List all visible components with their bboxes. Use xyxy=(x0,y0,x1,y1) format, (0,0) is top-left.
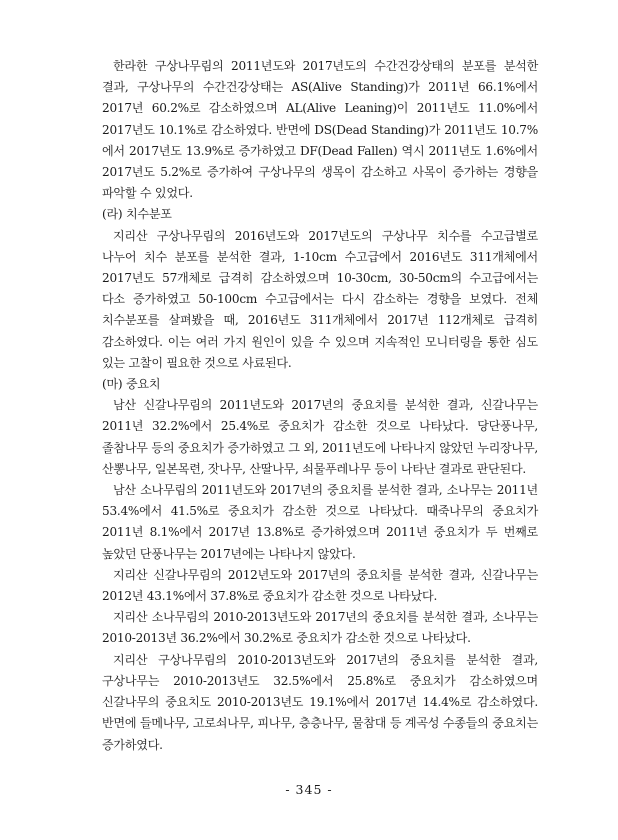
section-heading-importance-value: (마) 중요치 xyxy=(102,377,161,392)
paragraph-crown-health-summary: 한라한 구상나무림의 2011년도와 2017년도의 수간건강상태의 분포를 분석한 결과, 구상나무의 수간건강상태는 AS(Alive Standing)가 2011년 66.1%에서 2017년 60.2%로 감소하였으며 AL(Alive Leaning)이 2011년도 11.0%에서 2017년도 10.1%로 감소하였다. 반면에 DS(Dead Standing)가 2011년도 10.7%에서 2017년도 13.9%로 증가하였고 DF(Dead Fallen) 역시 2011년도 1.6%에서 2017년도 5.2%로 증가하여 구상나무의 생목이 감소하고 사목이 증가하는 경향을 파악할 수 있었다. xyxy=(102,59,538,201)
paragraph-namsan-pine: 남산 소나무림의 2011년도와 2017년의 중요치를 분석한 결과, 소나무는 2011년 53.4%에서 41.5%로 중요치가 감소한 것으로 나타났다. 때죽나무의 중요치가 2011년 8.1%에서 2017년 13.8%로 증가하였으며 2011년 중요치가 두 번째로 높았던 단풍나무는 2017년에는 나타나지 않았다. xyxy=(102,483,538,561)
paragraph-seedling-distribution: 지리산 구상나무림의 2016년도와 2017년도의 구상나무 치수를 수고급별로 나누어 치수 분포를 분석한 결과, 1-10cm 수고급에서 2016년도 311개체에서 2017년도 57개체로 급격히 감소하였으며 10-30cm, 30-50cm의 수고급에서는 다소 증가하였고 50-100cm 수고급에서는 다시 감소하는 경향을 보였다. 전체 치수분포를 살펴봤을 때, 2016년도 311개체에서 2017년 112개체로 급격히 감소하였다. 이는 여러 가지 원인이 있을 수 있으며 지속적인 모니터링을 통한 심도 있는 고찰이 필요한 것으로 사료된다. xyxy=(102,228,538,370)
paragraph-jirisan-pine: 지리산 소나무림의 2010-2013년도와 2017년의 중요치를 분석한 결과, 소나무는 2010-2013년 36.2%에서 30.2%로 중요치가 감소한 것으로 나타났다. xyxy=(102,610,538,646)
paragraph-jirisan-mongolian-oak: 지리산 신갈나무림의 2012년도와 2017년의 중요치를 분석한 결과, 신갈나무는 2012년 43.1%에서 37.8%로 중요치가 감소한 것으로 나타났다. xyxy=(102,567,538,604)
paragraph-jirisan-korean-fir: 지리산 구상나무림의 2010-2013년도와 2017년의 중요치를 분석한 결과, 구상나무는 2010-2013년도 32.5%에서 25.8%로 중요치가 감소하였으며 신갈나무의 중요치도 2010-2013년도 19.1%에서 2017년 14.4%로 감소하였다. 반면에 들메나무, 고로쇠나무, 피나무, 층층나무, 물참대 등 계곡성 수종들의 중요치는 증가하였다. xyxy=(102,652,538,752)
page-number: - 345 - xyxy=(285,782,333,797)
paragraph-namsan-mongolian-oak: 남산 신갈나무림의 2011년도와 2017년의 중요치를 분석한 결과, 신갈나무는 2011년 32.2%에서 25.4%로 중요치가 감소한 것으로 나타났다. 당단풍나무, 졸참나무 등의 중요치가 증가하였고 그 외, 2011년도에 나타나지 않았던 누리장나무, 산뽕나무, 일본목련, 잣나무, 산딸나무, 쇠물푸레나무 등이 나타난 결과로 판단된다. xyxy=(102,398,538,476)
body-text xyxy=(102,56,538,756)
section-heading-seedling-distribution: (라) 치수분포 xyxy=(102,207,172,222)
